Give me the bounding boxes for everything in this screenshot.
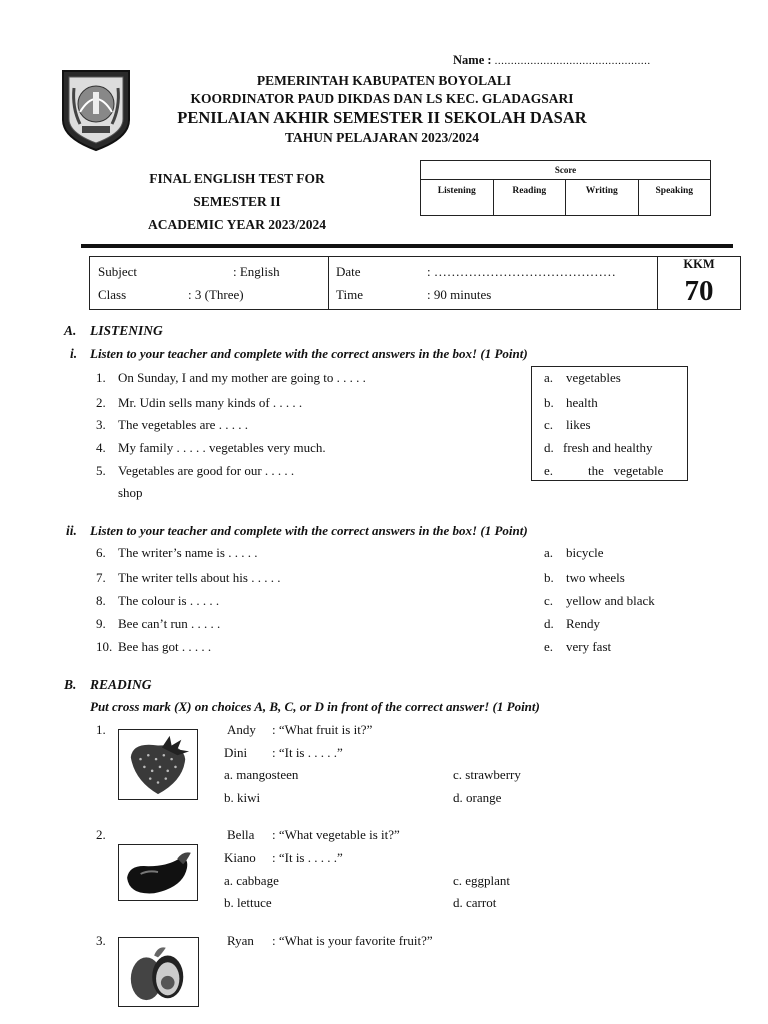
question-number: 2. [96,395,106,410]
dialog-speaker: Dini [224,745,248,760]
dialog-text: : “It is . . . . .” [272,745,343,760]
avocado-image [118,937,199,1007]
dialog-speaker: Bella [227,827,255,842]
score-speaking: Speaking [655,186,693,196]
answer-letter: e. [544,463,554,478]
part-ii-instruction: Listen to your teacher and complete with the correct answers in the box! (1 Point) [90,523,528,538]
time-label: Time [336,287,363,302]
answer-text: fresh and healthy [563,440,653,455]
section-b-heading: READING [90,677,152,692]
score-listening: Listening [421,180,494,216]
question-number: 8. [96,593,106,608]
test-title-line3: ACADEMIC YEAR 2023/2024 [148,217,326,232]
dialog-text: : “What fruit is it?” [272,722,373,737]
question-number: 1. [96,370,106,385]
dialog-speaker: Andy [227,722,256,737]
strawberry-image [118,729,198,800]
header-coordinator: KOORDINATOR PAUD DIKDAS DAN LS KEC. GLADAGSARI [190,91,574,106]
question-text: Mr. Udin sells many kinds of . . . . . [118,395,303,410]
part-i-num: i. [70,346,78,361]
name-label: Name [453,53,485,67]
choice-a[interactable]: a. cabbage [224,873,279,888]
answer-letter: a. [544,545,554,560]
answer-letter: c. [544,417,554,432]
part-ii-num: ii. [66,523,77,538]
score-writing: Writing [566,180,639,216]
reading-item-number: 2. [96,827,106,842]
header-school-year: TAHUN PELAJARAN 2023/2024 [284,130,479,145]
answer-letter: d. [544,616,554,631]
question-text: The colour is . . . . . [118,593,220,608]
question-text: The writer tells about his . . . . . [118,570,281,585]
part-i-instruction: Listen to your teacher and complete with the correct answers in the box! (1 Point) [90,346,528,361]
class-value: : 3 (Three) [188,287,244,302]
answer-text: likes [566,417,591,432]
header-exam-title: PENILAIAN AKHIR SEMESTER II SEKOLAH DASAR [177,108,587,127]
choice-b[interactable]: b. kiwi [224,790,261,805]
reading-instruction: Put cross mark (X) on choices A, B, C, or D in front of the correct answer! (1 Point) [90,699,540,714]
answer-text: yellow and black [566,593,655,608]
name-blank[interactable]: ................................................ [494,55,651,67]
question-text: Bee can’t run . . . . . [118,616,221,631]
question-text: The writer’s name is . . . . . [118,545,258,560]
question-number: 5. [96,463,106,478]
test-title-line1: FINAL ENGLISH TEST FOR [149,171,325,186]
answer-letter: e. [544,639,554,654]
question-text: On Sunday, I and my mother are going to . . . . . [118,370,366,385]
eggplant-image [118,844,198,901]
question-text: Vegetables are good for our . . . . . [118,463,295,478]
choice-d[interactable]: d. orange [453,790,502,805]
question-text: My family . . . . . vegetables very much. [118,440,326,455]
class-label: Class [98,287,127,302]
choice-c[interactable]: c. eggplant [453,873,511,888]
student-name-line: Name : ................................................ [453,53,651,67]
section-a-letter: A. [64,323,77,338]
answer-text: health [566,395,598,410]
question-number: 9. [96,616,106,631]
answer-text: two wheels [566,570,625,585]
choice-b[interactable]: b. lettuce [224,895,272,910]
exam-info-box [89,256,741,310]
answer-text: bicycle [566,545,604,560]
answer-letter: a. [544,370,554,385]
dialog-text: : “What vegetable is it?” [272,827,400,842]
score-reading: Reading [494,180,567,216]
choice-c[interactable]: c. strawberry [453,767,521,782]
time-value: : 90 minutes [427,287,492,302]
date-value[interactable]: : …………………………………… [427,264,616,279]
question-number: 7. [96,570,106,585]
subject-label: Subject [98,264,137,279]
answer-letter: b. [544,395,554,410]
question-text: Bee has got . . . . . [118,639,212,654]
header-government: PEMERINTAH KABUPATEN BOYOLALI [256,73,512,88]
answer-letter: c. [544,593,554,608]
score-title: Score [421,161,710,180]
reading-item-number: 1. [96,722,106,737]
date-label: Date [336,264,361,279]
dialog-text: : “It is . . . . .” [272,850,343,865]
dialog-speaker: Kiano [224,850,256,865]
question-number: 6. [96,545,106,560]
dialog-speaker: Ryan [227,933,254,948]
choice-d[interactable]: d. carrot [453,895,497,910]
kkm-label: KKM [683,257,715,271]
answer-text: Rendy [566,616,600,631]
answer-letter: b. [544,570,554,585]
question-number: 4. [96,440,106,455]
subject-value: : English [233,264,280,279]
reading-item-number: 3. [96,933,106,948]
score-table [420,160,711,216]
answer-text: vegetables [566,370,621,385]
dialog-text: : “What is your favorite fruit?” [272,933,433,948]
choice-a[interactable]: a. mangosteen [224,767,299,782]
test-title-line2: SEMESTER II [193,194,281,209]
divider-rule [81,244,733,248]
answer-text: very fast [566,639,612,654]
question-text-continued: shop [118,485,143,500]
question-number: 3. [96,417,106,432]
answer-letter: d. [544,440,554,455]
question-text: The vegetables are . . . . . [118,417,248,432]
section-b-letter: B. [64,677,77,692]
section-a-heading: LISTENING [90,323,163,338]
answer-text: the vegetable [588,463,664,478]
question-number: 10. [96,639,113,654]
kkm-value: 70 [684,275,714,307]
